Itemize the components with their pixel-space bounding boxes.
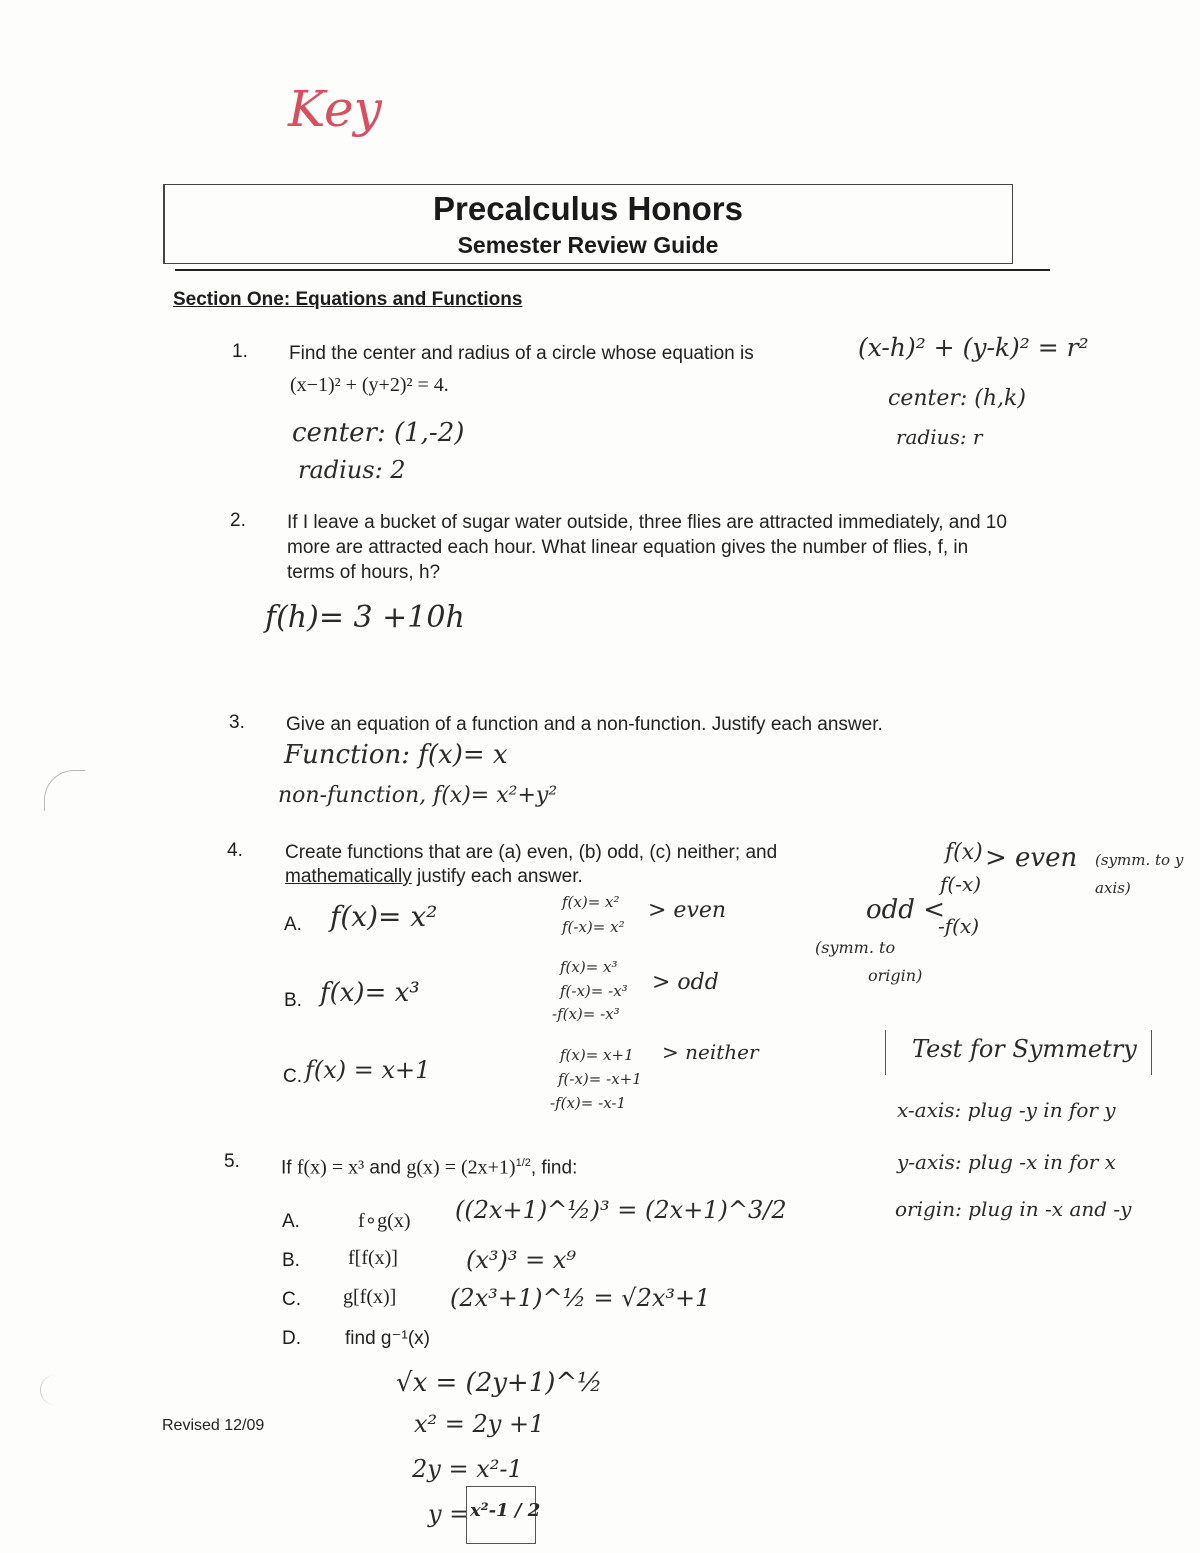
q4-note-fx: f(x) (945, 840, 983, 865)
q5b-expr: f[f(x)] (348, 1247, 398, 1269)
q4-note-odd-sym2: origin) (868, 966, 923, 985)
q5d-step2: x² = 2y +1 (414, 1410, 545, 1438)
page-title: Precalculus Honors (433, 190, 743, 227)
q5c-label: C. (282, 1289, 301, 1310)
q4-underlined-word: mathematically (285, 866, 412, 887)
section-title: Section One: Equations and Functions (173, 289, 523, 310)
q2-answer: f(h)= 3 +10h (265, 600, 465, 635)
q5d-step3: 2y = x²-1 (412, 1455, 523, 1483)
q4c-work2: f(-x)= -x+1 (558, 1070, 642, 1088)
q1-answer-center: center: (1,-2) (292, 418, 465, 448)
symmetry-y-axis: y-axis: plug -x in for x (897, 1150, 1116, 1174)
q5d-step1: √x = (2y+1)^½ (396, 1368, 603, 1398)
q4c-label: C. (283, 1066, 302, 1087)
symmetry-title: Test for Symmetry (912, 1035, 1137, 1063)
q4-note-even-sym: (symm. to y axis) (1095, 851, 1184, 897)
q5a-expr: f∘g(x) (358, 1210, 411, 1232)
q4b-answer: f(x)= x³ (320, 978, 420, 1008)
q4b-work3: -f(x)= -x³ (552, 1005, 620, 1023)
q5b-label: B. (282, 1250, 300, 1271)
q5-g-exp: 1/2 (515, 1157, 531, 1169)
q4-note-odd-sym1: (symm. to (815, 938, 896, 957)
q4c-answer: f(x) = x+1 (305, 1056, 431, 1084)
q1-note-formula: (x-h)² + (y-k)² = r² (858, 333, 1089, 362)
q5d-step4: y = (428, 1500, 470, 1528)
q5a-label: A. (282, 1211, 300, 1232)
page-subtitle: Semester Review Guide (457, 232, 719, 258)
q4a-label: A. (284, 914, 302, 935)
q5-f-def: f(x) = x³ (296, 1156, 365, 1179)
q4b-work2: f(-x)= -x³ (560, 982, 628, 1000)
q5-suffix: , find: (530, 1157, 578, 1179)
symmetry-x-axis: x-axis: plug -y in for y (897, 1098, 1116, 1122)
q4-text-line2 (285, 864, 583, 889)
q4c-work1: f(x)= x+1 (560, 1046, 634, 1064)
scan-mark (44, 770, 85, 811)
q4b-label: B. (284, 990, 302, 1011)
q5d-label: D. (282, 1328, 301, 1349)
q1-text: Find the center and radius of a circle whose equation is (289, 343, 754, 364)
q4-text-line2-rest: justify each answer. (411, 866, 583, 887)
q5-prefix: If (281, 1157, 292, 1179)
q4a-work1: f(x)= x² (562, 893, 620, 911)
symmetry-origin: origin: plug in -x and -y (895, 1197, 1132, 1221)
q1-note-center: center: (h,k) (888, 386, 1026, 411)
q1-note-radius: radius: r (896, 425, 983, 449)
q5-and: and (369, 1157, 402, 1179)
q4-number: 4. (227, 840, 243, 861)
q4-note-fnx: f(-x) (940, 872, 982, 896)
q4c-result: > neither (662, 1040, 759, 1064)
q5-stem (281, 1151, 577, 1180)
header-rule (175, 269, 1050, 271)
q3-number: 3. (229, 712, 245, 733)
q4b-result: > odd (652, 970, 719, 995)
q2-number: 2. (230, 510, 246, 531)
q5c-expr: g[f(x)] (343, 1286, 397, 1308)
q5a-work: ((2x+1)^½)³ = (2x+1)^3/2 (455, 1196, 787, 1224)
q1-answer-radius: radius: 2 (298, 456, 406, 484)
q5d-result: x²-1 / 2 (470, 1500, 541, 1521)
q5b-work: (x³)³ = x⁹ (466, 1246, 577, 1274)
q4c-work3: -f(x)= -x-1 (550, 1094, 626, 1112)
q4-text-line1: Create functions that are (a) even, (b) odd, (c) neither; and (285, 842, 778, 863)
q3-answer-nonfunction: non-function, f(x)= x²+y² (278, 783, 558, 808)
q4-note-even: > even (985, 843, 1078, 873)
q2-text: If I leave a bucket of sugar water outside, three flies are attracted immediately, and 10 more are attracted each hour. What linear equation gives the number of flies, f, in terms of hours, h? (287, 512, 1007, 583)
q3-text: Give an equation of a function and a non-function. Justify each answer. (286, 714, 883, 735)
q4-note-nfx: -f(x) (938, 914, 980, 938)
q4a-work2: f(-x)= x² (562, 918, 625, 936)
q5c-work: (2x³+1)^½ = √2x³+1 (450, 1284, 711, 1312)
q4a-answer: f(x)= x² (330, 900, 438, 933)
q4-note-odd: odd < (866, 895, 945, 925)
scan-mark (40, 1375, 61, 1405)
q3-answer-function: Function: f(x)= x (284, 740, 508, 770)
q1-equation: (x−1)² + (y+2)² = 4. (290, 374, 449, 396)
q1-number: 1. (232, 341, 248, 362)
key-label: Key (288, 80, 382, 138)
q4a-result: > even (648, 898, 727, 923)
revised-date: Revised 12/09 (162, 1417, 265, 1434)
q4b-work1: f(x)= x³ (560, 958, 618, 976)
q5d-expr: find g⁻¹(x) (345, 1328, 430, 1349)
q5-g-def: g(x) = (2x+1) (406, 1156, 516, 1179)
q5-number: 5. (224, 1151, 240, 1172)
